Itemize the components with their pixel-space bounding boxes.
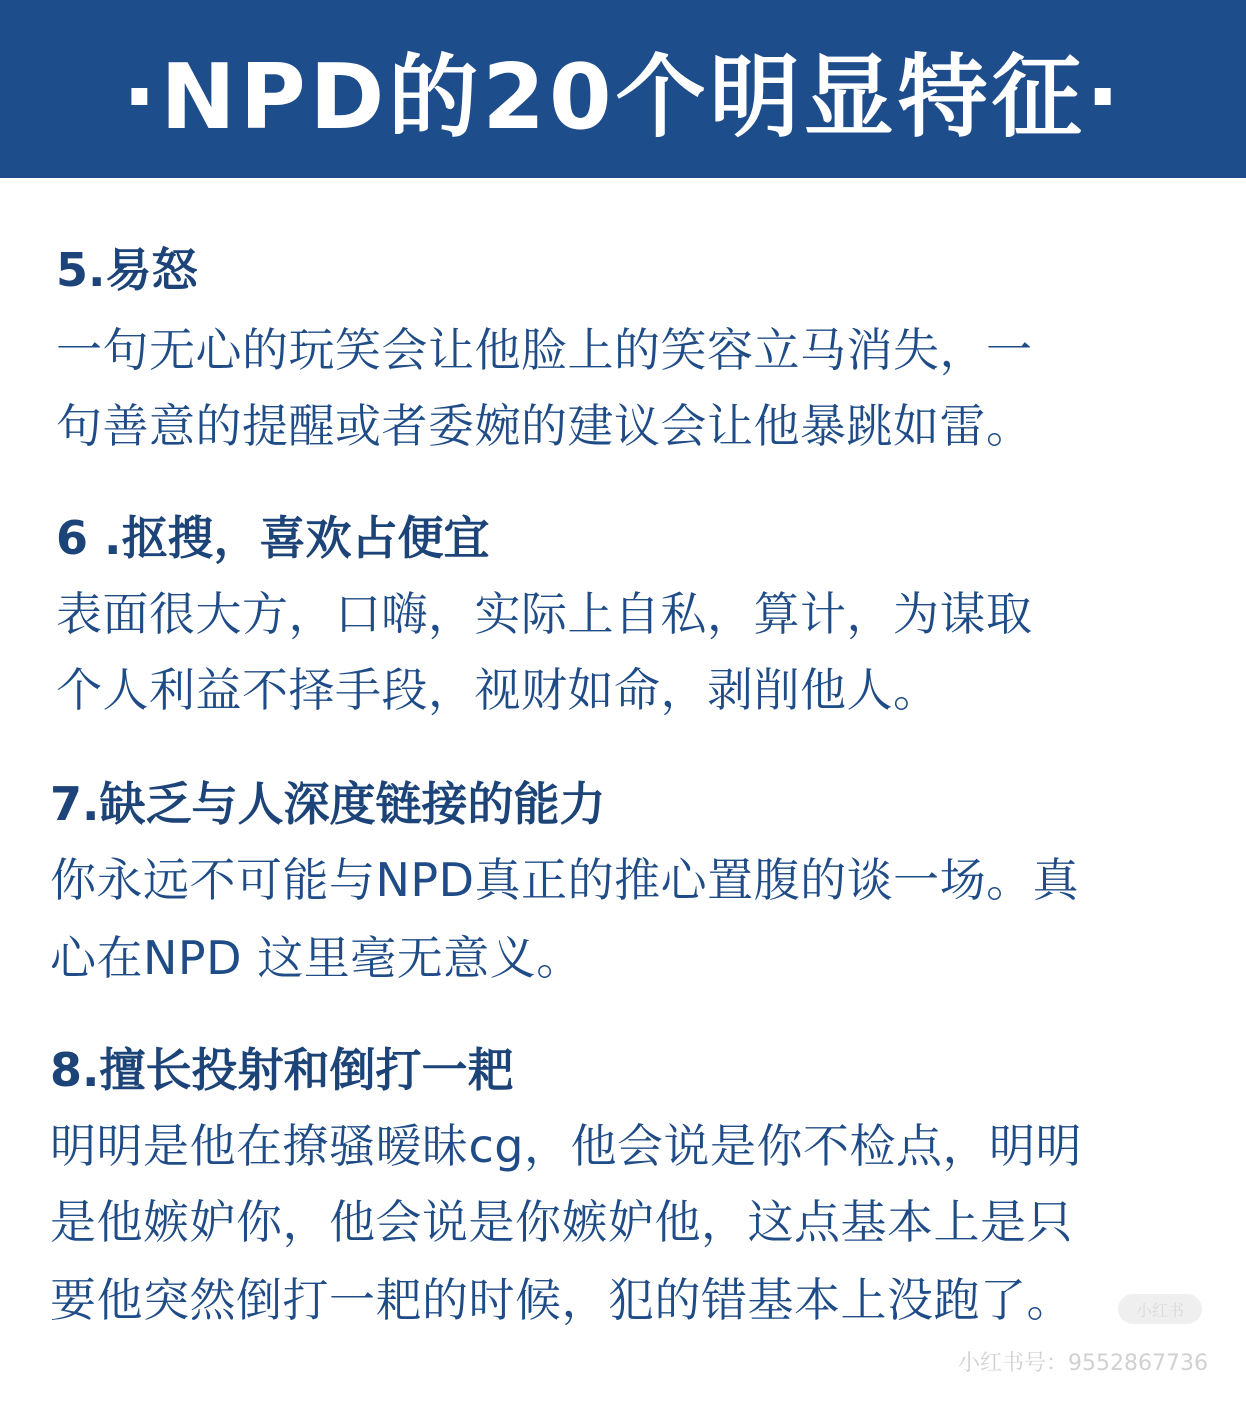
section-8-line-1: 明明是他在撩骚暧昧cg，他会说是你不检点，明明 bbox=[50, 1119, 1082, 1173]
section-heading-5: 5.易怒 bbox=[56, 243, 198, 297]
section-6-line-2: 个人利益不择手段，视财如命，剥削他人。 bbox=[56, 663, 940, 717]
section-7-line-2: 心在NPD 这里毫无意义。 bbox=[50, 931, 583, 985]
section-8-line-3: 要他突然倒打一耙的时候，犯的错基本上没跑了。 bbox=[50, 1273, 1073, 1327]
section-5-line-1: 一句无心的玩笑会让他脸上的笑容立马消失，一 bbox=[56, 323, 1033, 377]
watermark-text: 小红书号：9552867736 bbox=[958, 1351, 1208, 1376]
title-banner bbox=[0, 0, 1246, 178]
section-5-line-2: 句善意的提醒或者委婉的建议会让他暴跳如雷。 bbox=[56, 399, 1033, 453]
section-7-line-1: 你永远不可能与NPD真正的推心置腹的谈一场。真 bbox=[50, 853, 1080, 907]
watermark-logo: 小红书 bbox=[1118, 1294, 1202, 1324]
section-heading-8: 8.擅长投射和倒打一耙 bbox=[50, 1043, 514, 1097]
section-heading-7: 7.缺乏与人深度链接的能力 bbox=[50, 777, 606, 831]
section-6-line-1: 表面很大方，口嗨，实际上自私，算计，为谋取 bbox=[56, 587, 1033, 641]
section-8-line-2: 是他嫉妒你，他会说是你嫉妒他，这点基本上是只 bbox=[50, 1195, 1073, 1249]
section-heading-6: 6 .抠搜，喜欢占便宜 bbox=[56, 511, 490, 565]
page-title: ·NPD的20个明显特征· bbox=[122, 45, 1124, 150]
